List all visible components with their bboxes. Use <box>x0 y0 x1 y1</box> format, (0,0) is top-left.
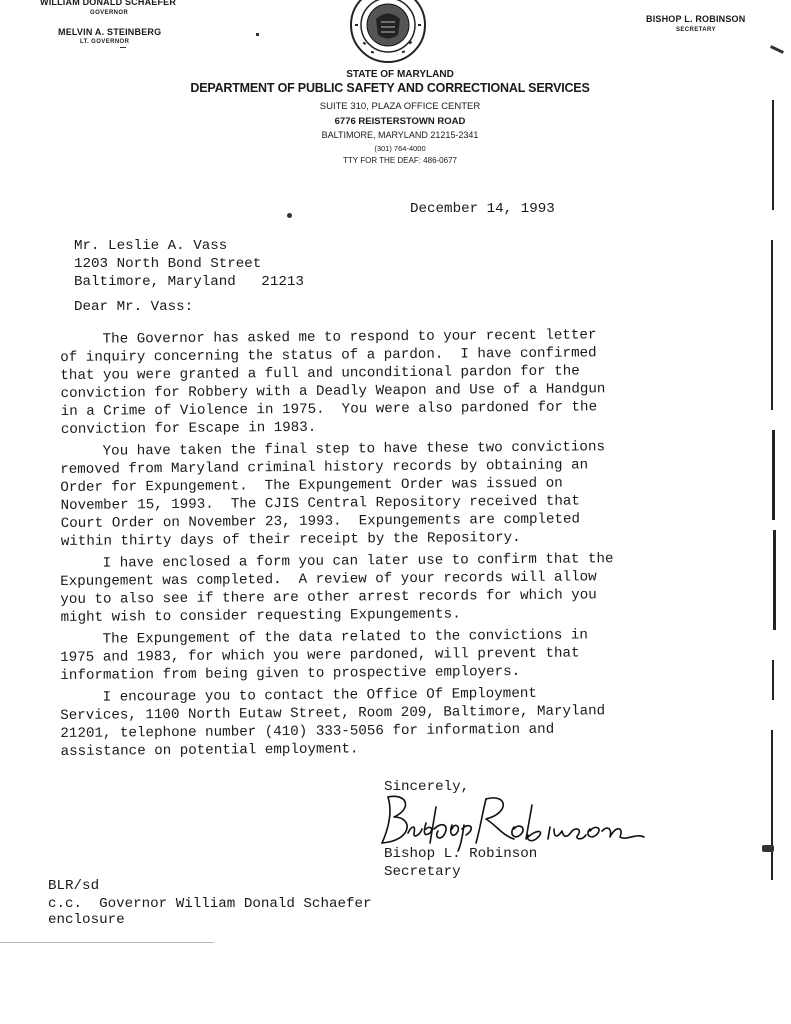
department-name: DEPARTMENT OF PUBLIC SAFETY AND CORRECTIONAL SERVICES <box>190 81 590 95</box>
scan-speck <box>770 45 784 54</box>
secretary-name: BISHOP L. ROBINSON <box>646 14 746 24</box>
scan-speck <box>256 33 259 36</box>
paragraph-line: information from being given to prospective employers. <box>60 663 521 684</box>
scan-edge-line <box>772 430 775 520</box>
governor-name: WILLIAM DONALD SCHAEFER <box>40 0 177 7</box>
scan-edge-line <box>771 730 773 880</box>
phone-number: (301) 764-4000 <box>374 144 426 153</box>
paragraph-line: 1975 and 1983, for which you were pardoned, will prevent that <box>60 645 580 666</box>
address-line-1: SUITE 310, PLAZA OFFICE CENTER <box>319 101 481 112</box>
state-seal <box>349 0 427 64</box>
body-paragraph-3 <box>60 549 701 627</box>
paragraph-line: within thirty days of their receipt by the Repository. <box>60 529 521 550</box>
recipient-street: 1203 North Bond Street <box>74 256 262 272</box>
scan-edge-line <box>771 240 773 410</box>
lt-governor-name: MELVIN A. STEINBERG <box>58 27 162 37</box>
state-name: STATE OF MARYLAND <box>346 69 454 80</box>
paragraph-line: that you were granted a full and unconditional pardon for the <box>60 363 580 384</box>
body-paragraph-5 <box>60 683 701 761</box>
scan-edge-line <box>772 100 774 210</box>
seal-emblem-icon <box>349 0 427 64</box>
scan-speck <box>762 845 774 852</box>
initials: BLR/sd <box>48 878 100 894</box>
paragraph-line: conviction for Escape in 1983. <box>60 419 317 438</box>
paragraph-line: The Expungement of the data related to the convictions in <box>60 627 589 648</box>
body-paragraph-4 <box>60 625 700 685</box>
lt-governor-title: LT. GOVERNOR <box>80 39 130 45</box>
paragraph-line: The Governor has asked me to respond to your recent letter <box>60 327 597 348</box>
recipient-name: Mr. Leslie A. Vass <box>74 238 228 254</box>
bottom-rule <box>0 942 214 943</box>
recipient-address <box>74 237 304 291</box>
paragraph-line: Services, 1100 North Eutaw Street, Room 209, Baltimore, Maryland <box>60 703 606 724</box>
letter-date: December 14, 1993 <box>410 201 555 217</box>
signer-title: Secretary <box>384 864 461 880</box>
paragraph-line: Order for Expungement. The Expungement Order was issued on <box>60 475 563 496</box>
signature-block <box>384 845 537 881</box>
scan-speck <box>120 47 126 48</box>
paragraph-line: removed from Maryland criminal history records by obtaining an <box>60 457 589 478</box>
tty-number: TTY FOR THE DEAF: 486-0677 <box>343 156 457 165</box>
paragraph-line: you to also see if there are other arrest records for which you <box>60 587 597 608</box>
carbon-copy: c.c. Governor William Donald Schaefer <box>48 896 372 912</box>
paragraph-line: November 15, 1993. The CJIS Central Repository received that <box>60 493 580 514</box>
paragraph-line: Court Order on November 23, 1993. Expungements are completed <box>60 511 581 532</box>
address-line-3: BALTIMORE, MARYLAND 21215-2341 <box>321 130 479 140</box>
scan-edge-line <box>772 660 774 700</box>
address-line-2: 6776 REISTERSTOWN ROAD <box>334 116 466 127</box>
closing: Sincerely, <box>384 779 470 795</box>
scan-speck <box>287 213 292 218</box>
scan-edge-line <box>773 530 776 630</box>
signer-name: Bishop L. Robinson <box>384 846 538 862</box>
governor-title: GOVERNOR <box>90 10 129 16</box>
paragraph-line: assistance on potential employment. <box>60 741 359 760</box>
body-paragraph-2 <box>60 437 701 551</box>
body-paragraph-1 <box>60 325 701 439</box>
paragraph-line: in a Crime of Violence in 1975. You were also pardoned for the <box>60 399 598 420</box>
paragraph-line: Expungement was completed. A review of your records will allow <box>60 569 597 590</box>
enclosure-note: enclosure <box>48 912 125 928</box>
paragraph-line: 21201, telephone number (410) 333-5056 for information and <box>60 721 555 742</box>
paragraph-line: might wish to consider requesting Expungements. <box>60 606 461 626</box>
recipient-city: Baltimore, Maryland 21213 <box>74 274 304 290</box>
paragraph-line: conviction for Robbery with a Deadly Weapon and Use of a Handgun <box>60 381 606 402</box>
secretary-title: SECRETARY <box>676 27 716 33</box>
paragraph-line: of inquiry concerning the status of a pardon. I have confirmed <box>60 345 597 366</box>
paragraph-line: I have enclosed a form you can later use to confirm that the <box>60 551 614 572</box>
paragraph-line: I encourage you to contact the Office Of Employment <box>60 685 537 706</box>
salutation: Dear Mr. Vass: <box>74 299 194 315</box>
paragraph-line: You have taken the final step to have these two convictions <box>60 439 606 460</box>
